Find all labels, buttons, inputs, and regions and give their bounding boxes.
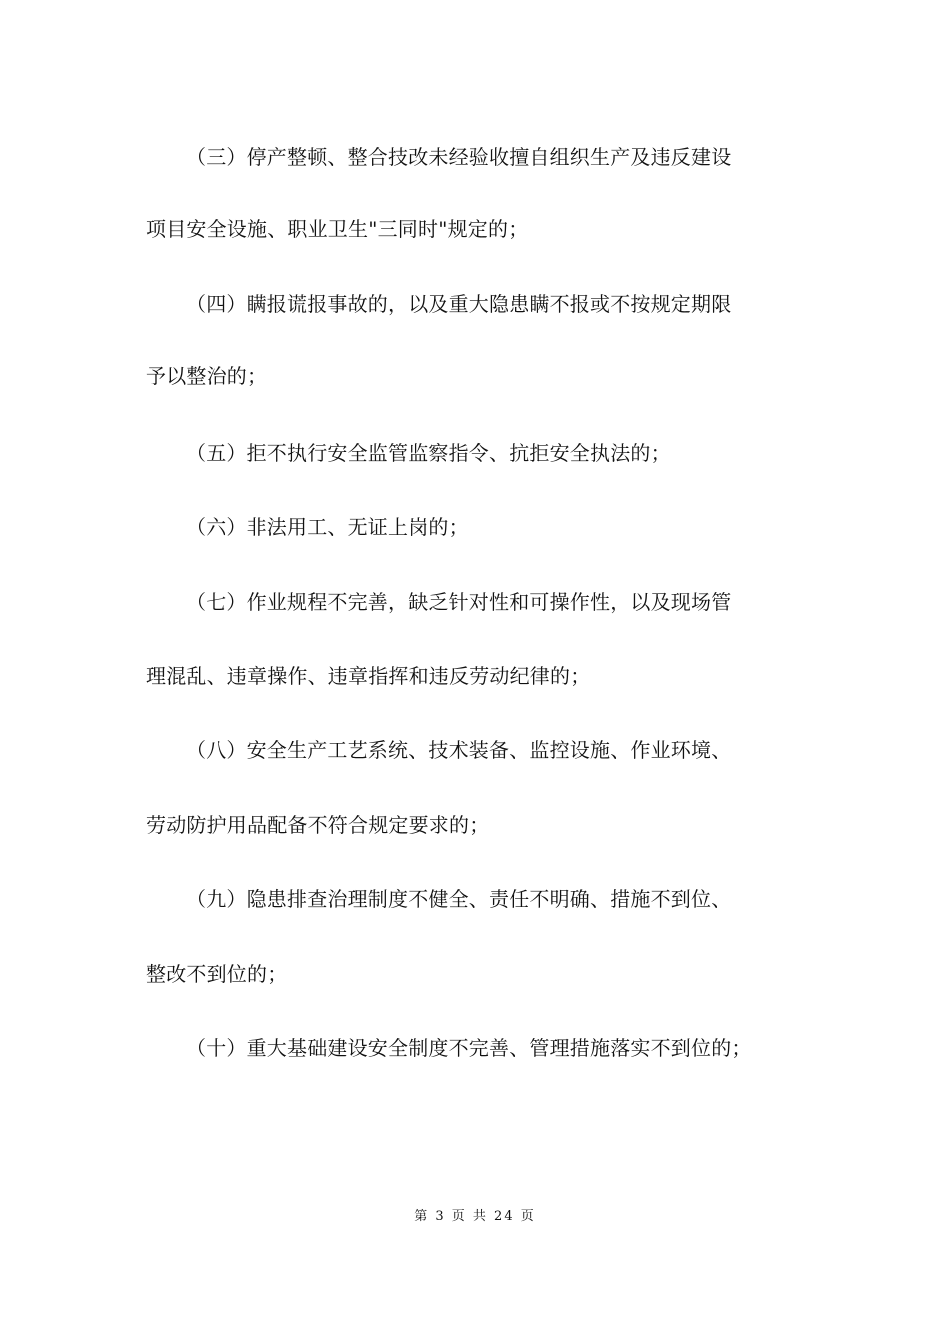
paragraph-9-line-1: （九）隐患排查治理制度不健全、责任不明确、措施不到位、: [186, 887, 732, 911]
paragraph-9-line-2: 整改不到位的；: [146, 962, 288, 986]
paragraph-7-line-2: 理混乱、违章操作、违章指挥和违反劳动纪律的；: [146, 664, 591, 688]
paragraph-6-line-1: （六）非法用工、无证上岗的；: [186, 515, 469, 539]
paragraph-10-line-1: （十）重大基础建设安全制度不完善、管理措施落实不到位的；: [186, 1036, 752, 1060]
page-number-footer: 第 3 页 共 24 页: [414, 1209, 536, 1224]
paragraph-4-line-2: 予以整治的；: [146, 364, 268, 388]
paragraph-4-line-1: （四）瞒报谎报事故的，以及重大隐患瞒不报或不按规定期限: [186, 292, 732, 316]
paragraph-3-line-2: 项目安全设施、职业卫生"三同时"规定的；: [146, 217, 529, 241]
paragraph-8-line-2: 劳动防护用品配备不符合规定要求的；: [146, 813, 490, 837]
paragraph-8-line-1: （八）安全生产工艺系统、技术装备、监控设施、作业环境、: [186, 738, 732, 762]
paragraph-5-line-1: （五）拒不执行安全监管监察指令、抗拒安全执法的；: [186, 441, 671, 465]
paragraph-3-line-1: （三）停产整顿、整合技改未经验收擅自组织生产及违反建设: [186, 145, 732, 169]
paragraph-7-line-1: （七）作业规程不完善，缺乏针对性和可操作性，以及现场管: [186, 590, 732, 614]
